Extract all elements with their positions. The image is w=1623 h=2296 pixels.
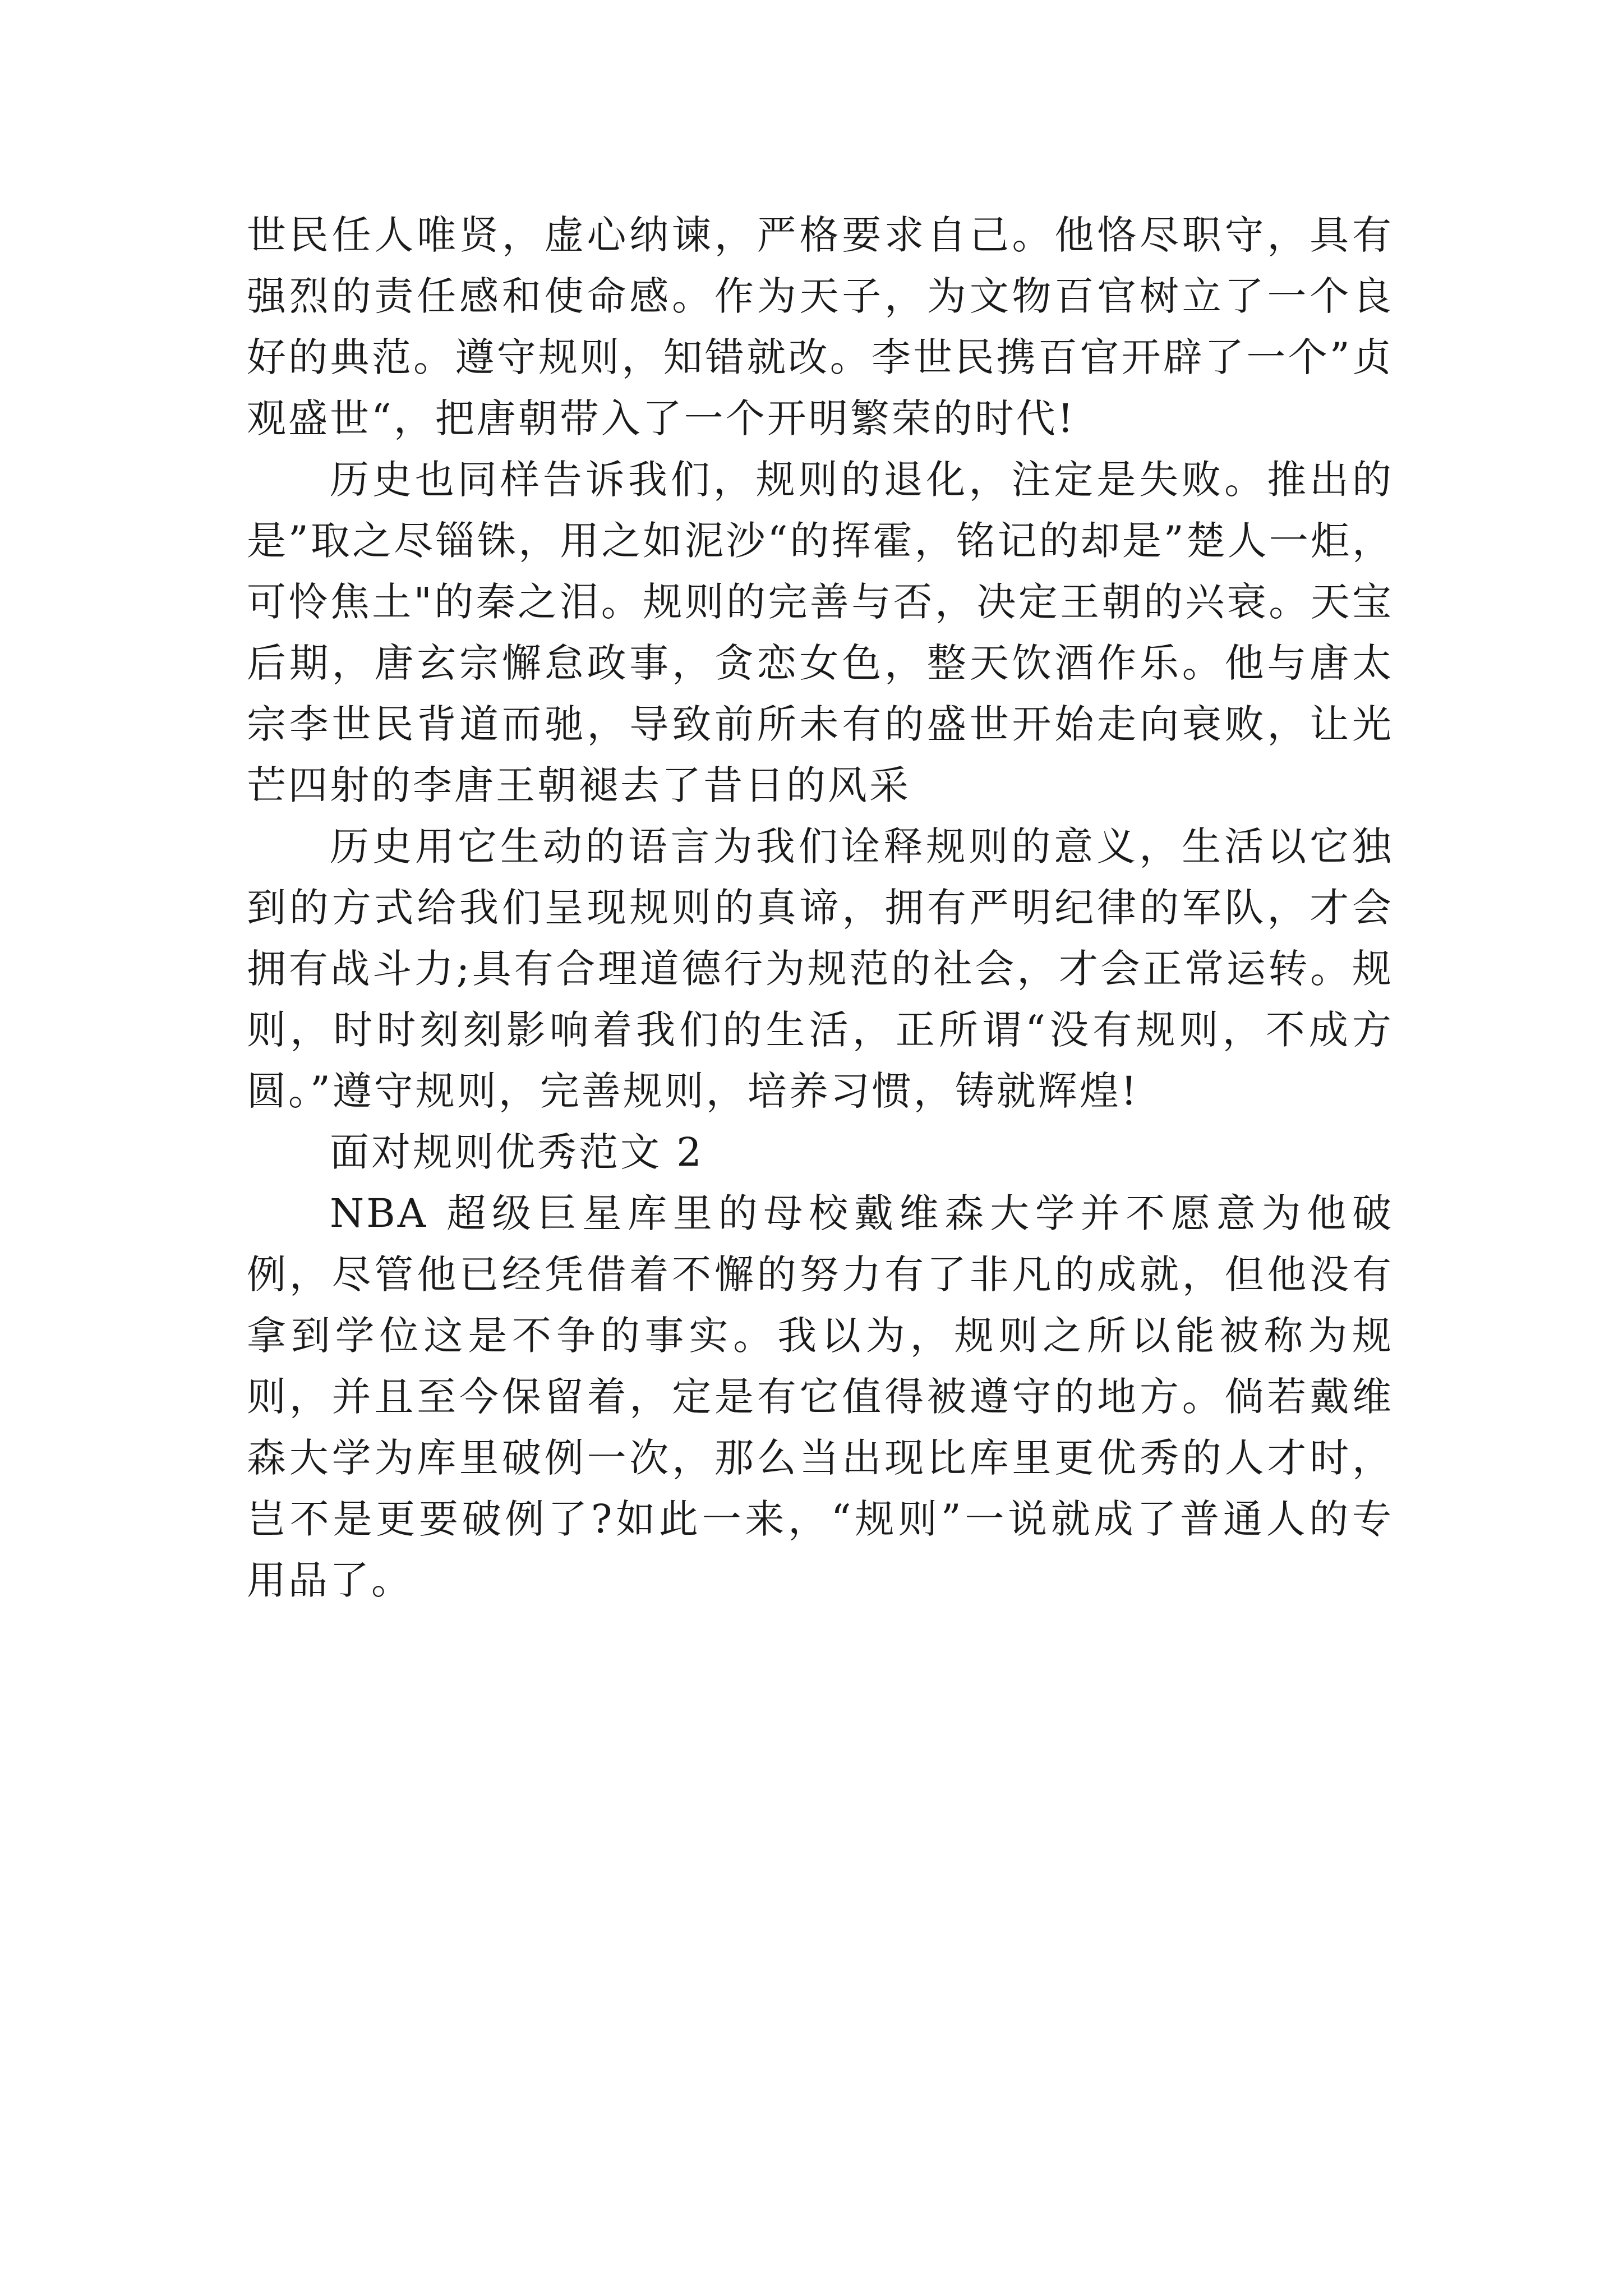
document-body [247,205,1394,1611]
paragraph-nba-example: NBA 超级巨星库里的母校戴维森大学并不愿意为他破例，尽管他已经凭借着不懈的努力有了非凡的成就，但他没有拿到学位这是不争的事实。我以为，规则之所以能被称为规则，并且至今保留着，定是有它值得被遵守的地方。倘若戴维森大学为库里破例一次，那么当出现比库里更优秀的人才时，岂不是更要破例了?如此一来，“规则”一说就成了普通人的专用品了。 [247,1190,1394,1603]
section-heading: 面对规则优秀范文 2 [330,1129,704,1175]
paragraph-history-decline: 历史也同样告诉我们，规则的退化，注定是失败。推出的是”取之尽锱铢，用之如泥沙“的挥霍，铭记的却是”楚人一炬，可怜焦土"的秦之泪。规则的完善与否，决定王朝的兴衰。天宝后期，唐玄宗懈怠政事，贪恋女色，整天饮酒作乐。他与唐太宗李世民背道而驰，导致前所未有的盛世开始走向衰败，让光芒四射的李唐王朝褪去了昔日的风采 [247,457,1394,808]
paragraph-continued: 世民任人唯贤，虚心纳谏，严格要求自己。他恪尽职守，具有强烈的责任感和使命感。作为天子，为文物百官树立了一个良好的典范。遵守规则，知错就改。李世民携百官开辟了一个”贞观盛世“，把唐朝带入了一个开明繁荣的时代! [247,212,1394,441]
paragraph-rules-meaning: 历史用它生动的语言为我们诠释规则的意义，生活以它独到的方式给我们呈现规则的真谛，拥有严明纪律的军队，才会拥有战斗力;具有合理道德行为规范的社会，才会正常运转。规则，时时刻刻影响着我们的生活，正所谓“没有规则，不成方圆。”遵守规则，完善规则，培养习惯，铸就辉煌! [247,823,1394,1114]
